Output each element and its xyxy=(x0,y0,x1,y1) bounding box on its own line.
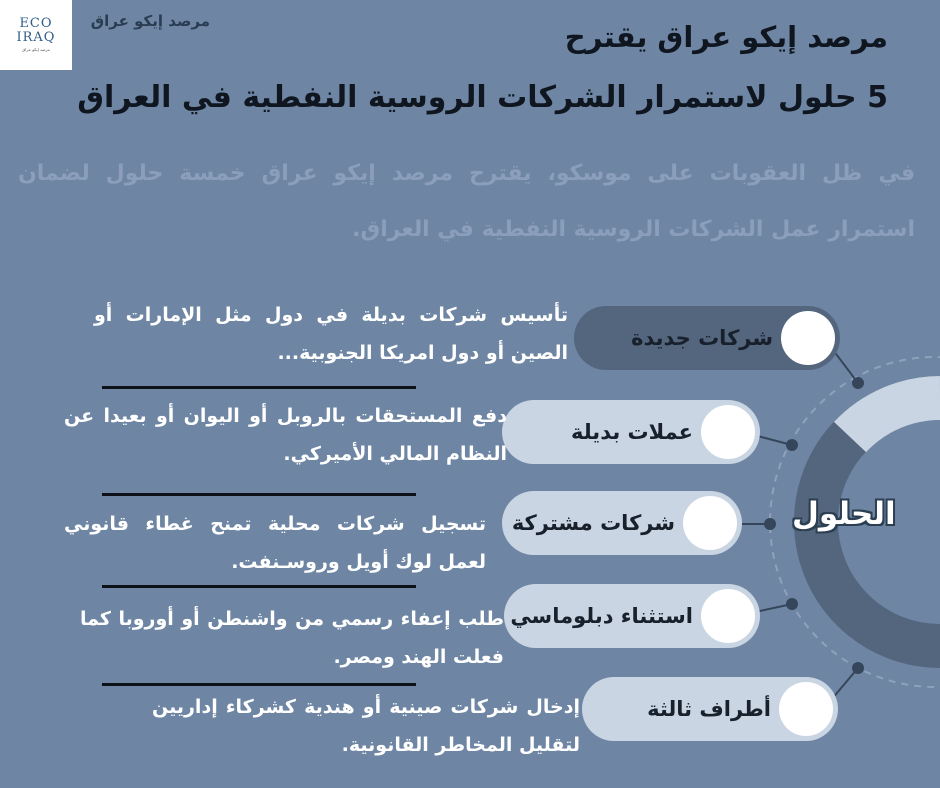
intro-text: في ظل العقوبات على موسكو، يقترح مرصد إيكو عراق خمسة حلول لضمان استمرار عمل الشركات الروسية النفطية في العراق. xyxy=(18,161,915,242)
page-title: مرصد إيكو عراق يقترح xyxy=(564,20,888,54)
circle-icon xyxy=(781,311,835,365)
logo-line-2: IRAQ xyxy=(16,30,56,45)
solutions-center-label: الحلول xyxy=(792,496,896,532)
solution-label-2: عملات بديلة xyxy=(571,420,693,444)
divider-1 xyxy=(102,386,416,389)
solution-desc-5: إدخال شركات صينية أو هندية كشركاء إداريين لتقليل المخاطر القانونية. xyxy=(152,696,580,756)
solution-desc-1: تأسيس شركات بديلة في دول مثل الإمارات أو الصين أو دول امريكا الجنوبية... xyxy=(94,304,568,364)
divider-2 xyxy=(102,493,416,496)
connector-dot-3 xyxy=(764,518,776,530)
arc-highlight xyxy=(850,398,940,437)
divider-3 xyxy=(102,585,416,588)
solution-pill-1 xyxy=(574,306,840,370)
solution-desc-2: دفع المستحقات بالروبل أو اليوان أو بعيدا عن النظام المالي الأميركي. xyxy=(64,405,507,465)
divider-4 xyxy=(102,683,416,686)
solution-label-5: أطراف ثالثة xyxy=(647,697,771,721)
logo-line-1: ECO xyxy=(19,16,53,31)
circle-icon xyxy=(779,682,833,736)
solution-label-4: استثناء دبلوماسي xyxy=(510,604,693,628)
solution-label-3: شركات مشتركة xyxy=(511,511,675,535)
connector-dot-2 xyxy=(786,439,798,451)
solution-label-1: شركات جديدة xyxy=(631,326,773,350)
circle-icon xyxy=(683,496,737,550)
connector-dot-5 xyxy=(852,662,864,674)
solution-desc-3: تسجيل شركات محلية تمنح غطاء قانوني لعمل لوك أويل وروسـنفت. xyxy=(64,513,486,573)
circle-icon xyxy=(701,405,755,459)
brand-name: مرصد إيكو عراق xyxy=(90,12,210,30)
solution-desc-4: طلب إعفاء رسمي من واشنطن أو أوروبا كما فعلت الهند ومصر. xyxy=(80,608,504,668)
solution-pill-3 xyxy=(502,491,742,555)
logo-tagline: مرصد إيكو عراق xyxy=(22,47,50,52)
connector-dot-1 xyxy=(852,377,864,389)
connector-dot-4 xyxy=(786,598,798,610)
solution-pill-4 xyxy=(504,584,760,648)
page-subtitle: 5 حلول لاستمرار الشركات الروسية النفطية في العراق xyxy=(77,80,888,115)
solution-pill-2 xyxy=(502,400,760,464)
circle-icon xyxy=(701,589,755,643)
solution-pill-5 xyxy=(582,677,838,741)
